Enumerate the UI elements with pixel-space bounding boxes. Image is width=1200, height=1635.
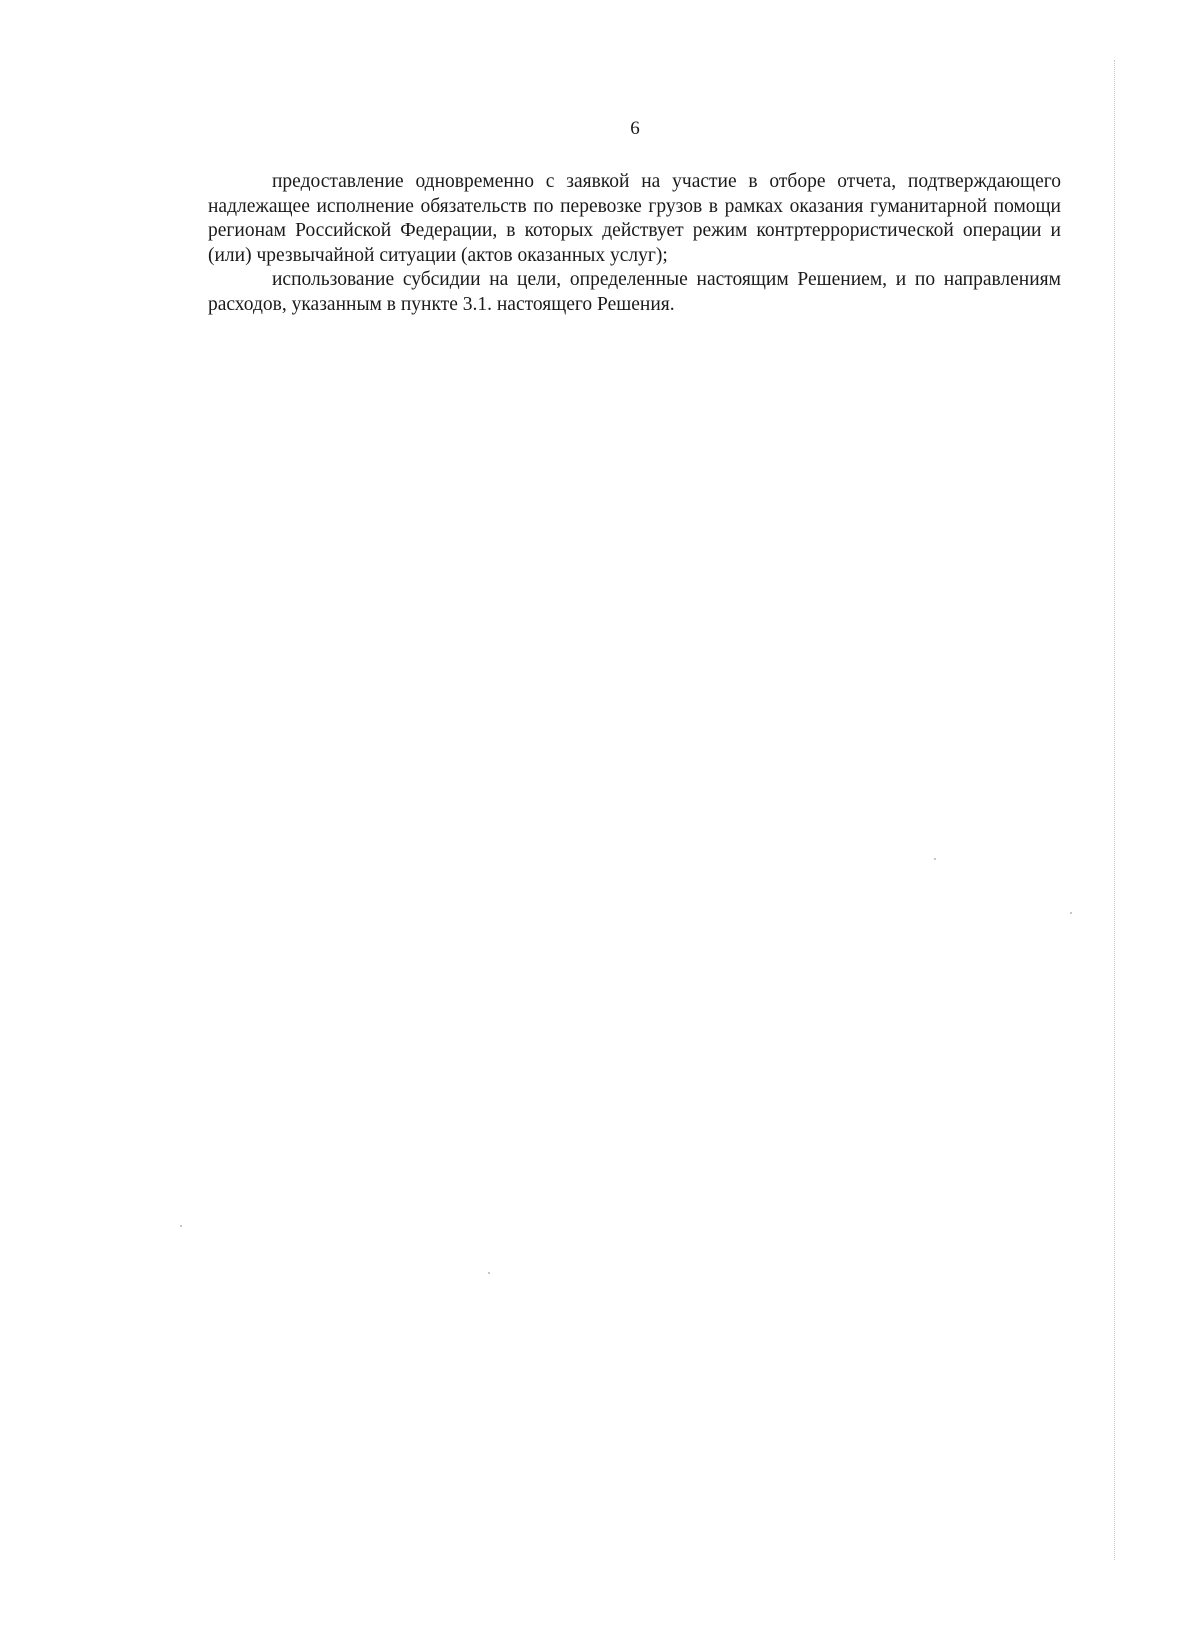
scan-speck [180, 1225, 182, 1227]
scan-speck [934, 858, 936, 860]
scan-edge-artifact [1114, 60, 1115, 1560]
paragraph-subsidy-usage: использование субсидии на цели, определенные настоящим Решением, и по направлениям расходов, указанным в пункте 3.1. настоящего Решения. [208, 269, 1061, 315]
document-body [208, 170, 1061, 317]
paragraph-report-submission: предоставление одновременно с заявкой на участие в отборе отчета, подтверждающего надлежащее исполнение обязательств по перевозке грузов в рамках оказания гуманитарной помощи регионам Российской Федерации, в которых действует режим контртеррористической операции и (или) чрезвычайной ситуации (актов оказанных услуг); [208, 171, 1061, 266]
page-number: 6 [630, 118, 640, 139]
scan-speck [488, 1272, 490, 1274]
scan-speck [1070, 912, 1072, 914]
